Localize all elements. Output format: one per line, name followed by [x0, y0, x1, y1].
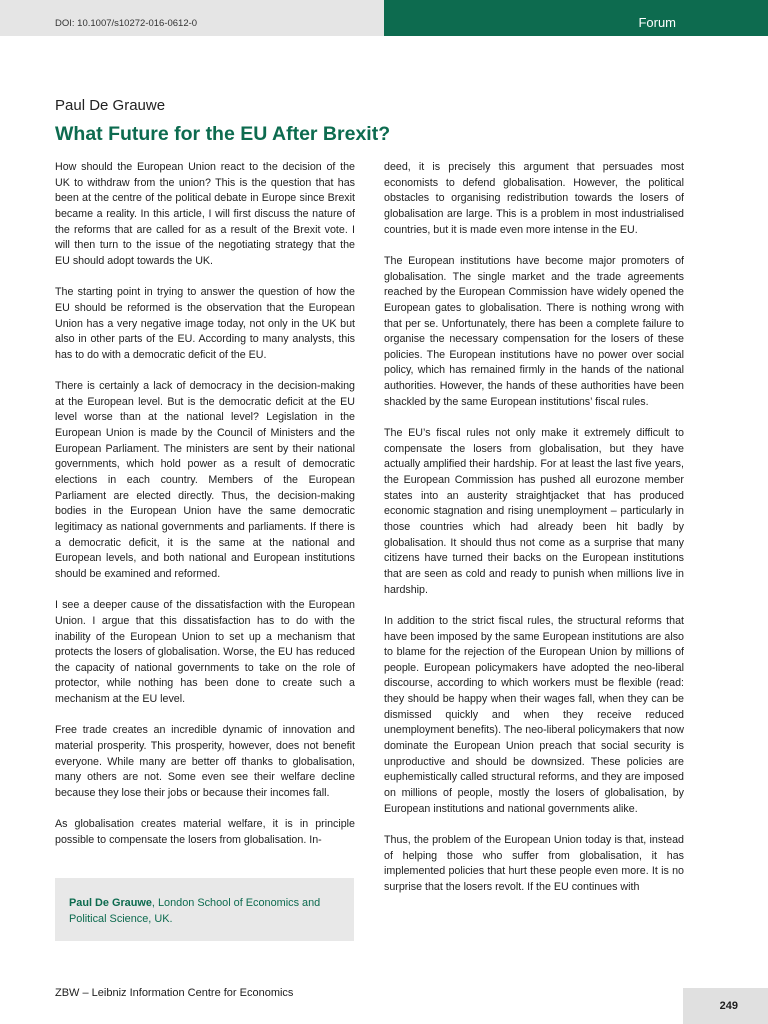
bio-affiliation: , London School of Economics and Political Science, UK.	[69, 897, 321, 925]
paragraph: There is certainly a lack of democracy in the decision-making at the European level. But is the democratic deficit at the EU level worse than at the national level? Legislation in the European Union is made by the Council of Ministers and the European Parliament. The ministers are sent by their national governments, which hold power as a result of democratic elections in each country. Members of the European Parliament are elected directly. Thus, the decision-making bodies in the European Union have the same democratic legitimacy as national governments and parliaments. If there is a democratic deficit, it is the same at the national and European levels, and both national and European institutions should be examined and reformed.	[55, 380, 355, 580]
paragraph: The European institutions have become major promoters of globalisation. The single market and the trade agreements reached by the European Commission have widely opened the European gates to globalisation. There is nothing wrong with that per se. Unfortunately, there has been a complete failure to organise the necessary compensation for the losers of these policies. The European institutions have no power over social policy, which has remained firmly in the hands of the national authorities. However, the hands of these authorities have been shackled by the same European institutions’ fiscal rules.	[384, 254, 684, 408]
section-label: Forum	[638, 15, 676, 30]
footer-publisher: ZBW – Leibniz Information Centre for Economics	[55, 987, 294, 999]
page-number-box	[683, 988, 768, 1024]
article-author: Paul De Grauwe	[55, 97, 166, 114]
doi-label: DOI: 10.1007/s10272-016-0612-0	[55, 18, 198, 29]
paragraph: The starting point in trying to answer the question of how the EU should be reformed is the observation that the European Union has a very negative image today, not only in the UK but also in other parts of the EU. According to many analysts, this has to do with a democratic deficit of the EU.	[55, 286, 355, 361]
article-title: What Future for the EU After Brexit?	[55, 123, 391, 145]
paragraph: Free trade creates an incredible dynamic of innovation and material prosperity. This prosperity, however, does not benefit everyone. While many are better off thanks to globalisation, many others are not. Some even see their welfare decline because they lose their jobs or because their incomes fall.	[55, 724, 355, 799]
paragraph: Thus, the problem of the European Union today is that, instead of helping those who suffer from globalisation, it has implemented policies that hurt these people even more. It is no surprise that the losers revolt. If the EU continues with	[384, 833, 684, 893]
paragraph: In addition to the strict fiscal rules, the structural reforms that have been imposed by the same European institutions are also to blame for the rejection of the European Union by millions of people. European policymakers have adopted the neo-liberal discourse, according to which workers must be flexible (read: they should be happy when their wages fall, when they can be dismissed quickly and when they receive reduced unemployment benefits). The neo-liberal policymakers that now dominate the European Union preach that social security is unproductive and should be downsized. These policies are euphemistically called structural reforms, and they are imposed on millions of people, mostly the losers of globalisation, by European institutions and national governments alike.	[384, 614, 684, 815]
author-bio-box	[55, 878, 354, 941]
paragraph: The EU’s fiscal rules not only make it extremely difficult to compensate the losers from globalisation, but they have actually amplified their hardship. For at least the last five years, the European Commission has pushed all eurozone member states into an austerity straightjacket that has produced economic stagnation and rising unemployment – particularly in those countries which had already been hit badly by globalisation. It should thus not come as a surprise that many citizens have turned their backs on the European institutions that are seen as cold and ready to punish when millions live in hardship.	[384, 427, 684, 596]
right-column	[384, 160, 684, 896]
paragraph: deed, it is precisely this argument that persuades most economists to defend globalisation. However, the political obstacles to organising redistribution towards the losers of globalisation are large. This is a problem in most industrialised countries, but it is made even more intense in the EU.	[384, 161, 684, 236]
paragraph: How should the European Union react to the decision of the UK to withdraw from the union? This is the question that has been at the centre of the political debate in Europe since Brexit became a reality. In this article, I will first discuss the nature of the reforms that are called for as a result of the Brexit vote. I will then turn to the issue of the negotiating strategy that the EU should adopt towards the UK.	[55, 161, 355, 267]
bio-author-name: Paul De Grauwe	[69, 897, 152, 909]
left-column	[55, 160, 355, 849]
paragraph: I see a deeper cause of the dissatisfaction with the European Union. I argue that this dissatisfaction has to do with the inability of the European Union to set up a mechanism that protects the losers of globalisation. Worse, the EU has reduced the capacity of national governments to take on the role of protector, while nothing has been done to create such a mechanism at the EU level.	[55, 599, 355, 706]
author-bio	[69, 895, 341, 927]
paragraph: As globalisation creates material welfare, it is in principle possible to compensate the losers from globalisation. In-	[55, 818, 355, 846]
page-number: 249	[719, 1000, 738, 1012]
section-tab	[384, 0, 768, 36]
